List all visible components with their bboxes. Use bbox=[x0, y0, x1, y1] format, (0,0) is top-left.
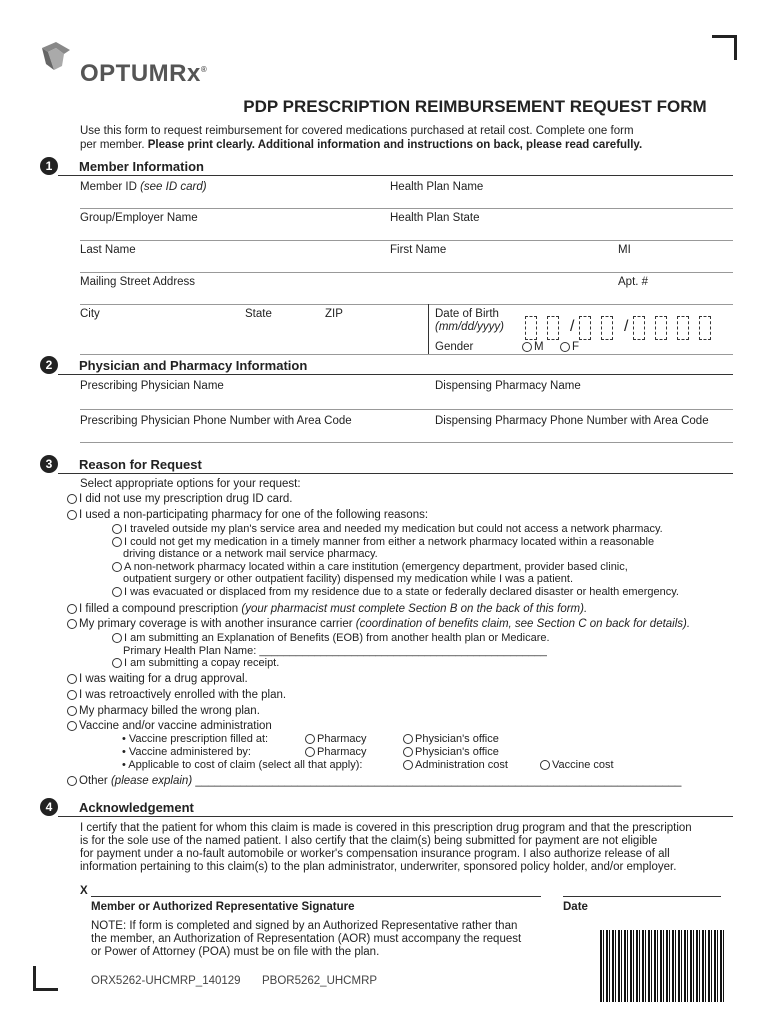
vaccine-cost-label: • Applicable to cost of claim (select all that apply): bbox=[122, 759, 363, 771]
section-title: Member Information bbox=[79, 159, 204, 174]
signature-label: Member or Authorized Representative Signature bbox=[91, 901, 355, 913]
form-code: ORX5262-UHCMRP_140129 bbox=[91, 975, 241, 987]
intro-text: Use this form to request reimbursement for covered medications purchased at retail cost. Complete one form per member. Please print clearly. Additional information and instructions on back, please read carefully. bbox=[80, 125, 643, 151]
vaccine-admin-label: • Vaccine administered by: bbox=[122, 746, 251, 758]
reason-suboption[interactable]: I traveled outside my plan's service area and needed my medication but could not access a network pharmacy. bbox=[112, 523, 663, 536]
corner-mark bbox=[33, 966, 58, 991]
physician-phone-label: Prescribing Physician Phone Number with Area Code bbox=[80, 415, 352, 427]
reason-suboption[interactable]: I am submitting an Explanation of Benefits (EOB) from another health plan or Medicare. bbox=[112, 632, 550, 645]
radio-icon bbox=[403, 760, 413, 770]
dob-format: (mm/dd/yyyy) bbox=[435, 321, 504, 333]
radio-icon bbox=[403, 747, 413, 757]
radio-icon bbox=[540, 760, 550, 770]
health-plan-state-label: Health Plan State bbox=[390, 212, 480, 224]
primary-plan-name-field[interactable]: Primary Health Plan Name: _______________________________________________ bbox=[123, 645, 547, 657]
section-title: Physician and Pharmacy Information bbox=[79, 358, 308, 373]
form-code: PBOR5262_UHCMRP bbox=[262, 975, 378, 987]
vaccine-option[interactable]: Pharmacy bbox=[305, 746, 367, 759]
radio-icon bbox=[67, 494, 77, 504]
dob-digit-box[interactable] bbox=[677, 316, 689, 340]
divider bbox=[58, 473, 733, 474]
section-number: 4 bbox=[40, 798, 58, 816]
dob-digit-box[interactable] bbox=[547, 316, 559, 340]
reason-suboption[interactable]: A non-network pharmacy located within a care institution (emergency department, provider based clinic, bbox=[112, 561, 628, 574]
reason-suboption[interactable]: I could not get my medication in a timely manner from either a network pharmacy located within a reasonable bbox=[112, 536, 654, 549]
dob-label: Date of Birth bbox=[435, 308, 499, 320]
radio-icon bbox=[67, 604, 77, 614]
page-title: PDP PRESCRIPTION REIMBURSEMENT REQUEST FORM bbox=[243, 97, 707, 116]
radio-icon bbox=[67, 706, 77, 716]
reason-option[interactable]: I was retroactively enrolled with the plan. bbox=[67, 689, 286, 702]
health-plan-name-label: Health Plan Name bbox=[390, 181, 484, 193]
date-label: Date bbox=[563, 901, 588, 913]
vaccine-option[interactable]: Physician's office bbox=[403, 733, 499, 746]
field-line[interactable] bbox=[80, 208, 733, 209]
first-name-label: First Name bbox=[390, 244, 447, 256]
field-line[interactable] bbox=[80, 272, 733, 273]
field-line[interactable] bbox=[80, 354, 733, 355]
city-label: City bbox=[80, 308, 100, 320]
vaccine-option[interactable]: Vaccine cost bbox=[540, 759, 614, 772]
divider bbox=[58, 816, 733, 817]
gender-female-option[interactable]: F bbox=[560, 341, 579, 353]
radio-icon bbox=[112, 537, 122, 547]
radio-icon bbox=[67, 690, 77, 700]
radio-icon bbox=[112, 633, 122, 643]
reason-option[interactable]: My primary coverage is with another insurance carrier (coordination of benefits claim, see Section C on back for details). bbox=[67, 618, 690, 631]
vaccine-option[interactable]: Pharmacy bbox=[305, 733, 367, 746]
pharmacy-name-label: Dispensing Pharmacy Name bbox=[435, 380, 581, 392]
logo bbox=[38, 40, 74, 79]
radio-icon bbox=[112, 562, 122, 572]
radio-icon bbox=[67, 674, 77, 684]
reason-option[interactable]: My pharmacy billed the wrong plan. bbox=[67, 705, 260, 718]
signature-x: X bbox=[80, 885, 88, 897]
dob-digit-box[interactable] bbox=[579, 316, 591, 340]
radio-icon bbox=[403, 734, 413, 744]
zip-label: ZIP bbox=[325, 308, 343, 320]
reason-suboption-cont: driving distance or a network mail service pharmacy. bbox=[123, 548, 378, 560]
section-title: Reason for Request bbox=[79, 457, 202, 472]
barcode bbox=[600, 930, 725, 1002]
select-instructions: Select appropriate options for your request: bbox=[80, 478, 301, 490]
gender-male-option[interactable]: M bbox=[522, 341, 544, 353]
dob-digit-box[interactable] bbox=[699, 316, 711, 340]
radio-icon bbox=[67, 776, 77, 786]
reason-suboption[interactable]: I am submitting a copay receipt. bbox=[112, 657, 279, 670]
divider bbox=[58, 374, 733, 375]
reason-suboption-cont: outpatient surgery or other outpatient facility) dispensed my medication while I was a patient. bbox=[123, 573, 574, 585]
corner-mark bbox=[712, 35, 737, 60]
apt-label: Apt. # bbox=[618, 276, 649, 288]
optum-logo-icon bbox=[38, 40, 74, 76]
field-line[interactable] bbox=[80, 409, 733, 410]
pharmacy-phone-label: Dispensing Pharmacy Phone Number with Area Code bbox=[435, 415, 709, 427]
mi-label: MI bbox=[618, 244, 631, 256]
dob-digit-box[interactable] bbox=[601, 316, 613, 340]
radio-icon bbox=[67, 510, 77, 520]
vaccine-filled-label: • Vaccine prescription filled at: bbox=[122, 733, 269, 745]
divider bbox=[58, 175, 733, 176]
reason-option[interactable]: I filled a compound prescription (your pharmacist must complete Section B on the back of this form). bbox=[67, 603, 587, 616]
dob-digit-box[interactable] bbox=[525, 316, 537, 340]
gender-label: Gender bbox=[435, 341, 474, 353]
dob-digit-box[interactable] bbox=[655, 316, 667, 340]
signature-line[interactable] bbox=[91, 896, 541, 897]
member-id-label: Member ID (see ID card) bbox=[80, 181, 207, 193]
radio-icon bbox=[67, 619, 77, 629]
dob-slash: / bbox=[570, 318, 575, 335]
reason-option-other[interactable]: Other (please explain) ____________________________________________________________________________ bbox=[67, 775, 681, 788]
radio-icon bbox=[112, 587, 122, 597]
reason-option[interactable]: I did not use my prescription drug ID card. bbox=[67, 493, 293, 506]
section-number: 1 bbox=[40, 157, 58, 175]
dob-digit-box[interactable] bbox=[633, 316, 645, 340]
radio-icon bbox=[305, 747, 315, 757]
last-name-label: Last Name bbox=[80, 244, 136, 256]
reason-option[interactable]: I was waiting for a drug approval. bbox=[67, 673, 248, 686]
address-label: Mailing Street Address bbox=[80, 276, 196, 288]
state-label: State bbox=[245, 308, 272, 320]
section-title: Acknowledgement bbox=[79, 800, 194, 815]
section-number: 3 bbox=[40, 455, 58, 473]
logo-text: OPTUMRx® bbox=[80, 60, 208, 87]
reason-suboption[interactable]: I was evacuated or displaced from my residence due to a state or federally declared disaster or health emergency. bbox=[112, 586, 679, 599]
field-line[interactable] bbox=[80, 240, 733, 241]
section-number: 2 bbox=[40, 356, 58, 374]
radio-icon bbox=[522, 342, 532, 352]
reason-option[interactable]: I used a non-participating pharmacy for one of the following reasons: bbox=[67, 509, 428, 522]
aor-note: NOTE: If form is completed and signed by an Authorized Representative rather than the member, an Authorization of Representation (AOR) must accompany the request or Power of Attorney (POA) must be on file with the plan. bbox=[91, 920, 522, 958]
date-line[interactable] bbox=[563, 896, 721, 897]
vaccine-option[interactable]: Administration cost bbox=[403, 759, 508, 772]
field-line[interactable] bbox=[80, 442, 733, 443]
radio-icon bbox=[305, 734, 315, 744]
radio-icon bbox=[67, 721, 77, 731]
radio-icon bbox=[560, 342, 570, 352]
radio-icon bbox=[112, 524, 122, 534]
group-label: Group/Employer Name bbox=[80, 212, 198, 224]
radio-icon bbox=[112, 658, 122, 668]
dob-slash: / bbox=[624, 318, 629, 335]
acknowledgement-text: I certify that the patient for whom this claim is made is covered in this prescription drug program and that the prescription is for the sole use of the named patient. I also certify that the claim(s) being submitted for payment are not eligible for payment under a no-fault automobile or worker's compensation insurance program. I also authorize release of all information pertaining to this claim(s) to the plan administrator, underwriter, sponsored policy holder, and/or employer. bbox=[80, 822, 692, 873]
reason-option[interactable]: Vaccine and/or vaccine administration bbox=[67, 720, 272, 733]
vaccine-option[interactable]: Physician's office bbox=[403, 746, 499, 759]
physician-name-label: Prescribing Physician Name bbox=[80, 380, 224, 392]
